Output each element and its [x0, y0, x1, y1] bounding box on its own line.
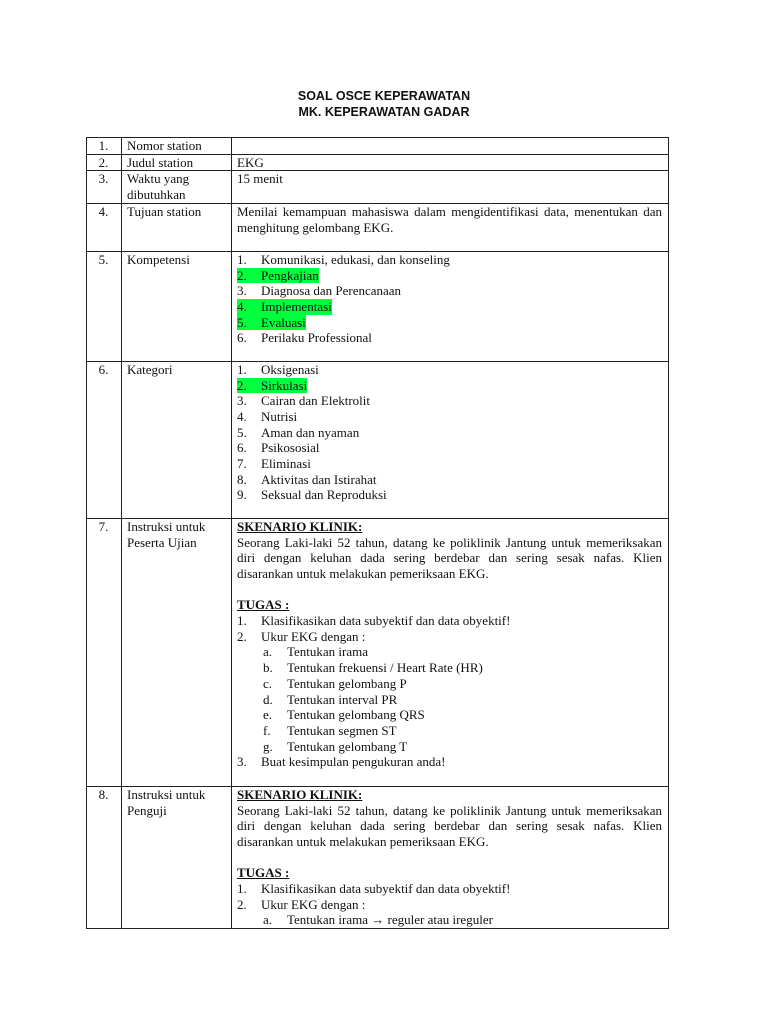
list-text: Cairan dan Elektrolit: [261, 393, 371, 409]
row-label: Nomor station: [122, 138, 232, 155]
list-item: [237, 644, 662, 660]
list-text: Tentukan gelombang QRS: [287, 707, 425, 723]
row-number: 3.: [87, 171, 122, 203]
list-number: c.: [263, 675, 273, 691]
list-item: [237, 425, 662, 441]
list-item: [237, 283, 662, 299]
list-text: Aktivitas dan Istirahat: [261, 471, 377, 487]
highlight-mark: [237, 268, 319, 284]
table-row: [87, 154, 669, 171]
list-number: 1.: [237, 251, 247, 267]
table-row: [87, 518, 669, 786]
row-number: 6.: [87, 361, 122, 518]
row-number: 5.: [87, 251, 122, 361]
row-number: 2.: [87, 154, 122, 171]
list-number: b.: [263, 660, 273, 676]
list-text: Sirkulasi: [261, 377, 308, 393]
list-item: [237, 315, 662, 331]
list-item: [237, 456, 662, 472]
list-item: [237, 739, 662, 755]
row-label: Judul station: [122, 154, 232, 171]
osce-table: [86, 137, 669, 929]
highlight-mark: [237, 315, 306, 331]
list-item: [237, 897, 662, 913]
list-text: Nutrisi: [261, 408, 298, 424]
list-number: 3.: [237, 393, 247, 409]
list-text: Psikososial: [261, 440, 320, 456]
list-text: Evaluasi: [261, 314, 306, 330]
list-text: Aman dan nyaman: [261, 424, 360, 440]
list-text: Klasifikasikan data subyektif dan data obyektif!: [261, 613, 511, 629]
list-number: 8.: [237, 471, 247, 487]
scenario-heading: SKENARIO KLINIK:: [237, 518, 363, 534]
tugas-heading: TUGAS :: [237, 597, 290, 613]
list-text: Komunikasi, edukasi, dan konseling: [261, 251, 450, 267]
list-text: Perilaku Professional: [261, 330, 372, 346]
list-text: Eliminasi: [261, 456, 311, 472]
list-text: Tentukan irama: [287, 644, 369, 660]
list-number: a.: [263, 644, 273, 660]
list-text: Tentukan gelombang P: [287, 675, 407, 691]
row-value: Menilai kemampuan mahasiswa dalam mengidentifikasi data, menentukan dan menghitung gelombang EKG.: [232, 203, 669, 251]
row-number: 1.: [87, 138, 122, 155]
list-item: [237, 629, 662, 645]
list-item: [237, 330, 662, 346]
row-label: Kategori: [122, 361, 232, 518]
list-text: Tentukan frekuensi / Heart Rate (HR): [287, 660, 483, 676]
list-number: 3.: [237, 754, 247, 770]
list-number: e.: [263, 707, 273, 723]
list-text: Klasifikasikan data subyektif dan data obyektif!: [261, 881, 511, 897]
scenario-text: Seorang Laki-laki 52 tahun, datang ke poliklinik Jantung untuk memeriksakan diri dengan keluhan dada sering berdebar dan sering sesak nafas. Klien disarankan untuk melakukan pemeriksaan EKG.: [237, 534, 662, 581]
row-value: EKG: [232, 154, 669, 171]
row-number: 7.: [87, 518, 122, 786]
list-number: 6.: [237, 440, 247, 456]
table-row: [87, 171, 669, 203]
list-item: [237, 299, 662, 315]
table-row: [87, 203, 669, 251]
list-item: [237, 912, 662, 928]
list-number: 5.: [237, 314, 247, 330]
row-label: Tujuan station: [122, 203, 232, 251]
row-number: 8.: [87, 786, 122, 928]
list-number: 7.: [237, 456, 247, 472]
list-item: [237, 362, 662, 378]
list-item: [237, 440, 662, 456]
list-number: 4.: [237, 298, 247, 314]
list-number: 9.: [237, 487, 247, 503]
list-number: 2.: [237, 896, 247, 912]
table-row: [87, 786, 669, 928]
list-item: [237, 268, 662, 284]
row-value: [232, 138, 669, 155]
kategori-list: [232, 361, 669, 518]
table-row: [87, 361, 669, 518]
row-number: 4.: [87, 203, 122, 251]
list-number: g.: [263, 738, 273, 754]
list-number: 1.: [237, 881, 247, 897]
list-text: Seksual dan Reproduksi: [261, 487, 387, 503]
penguji-instructions: [232, 786, 669, 928]
list-text: Tentukan irama → reguler atau ireguler: [287, 912, 493, 928]
list-item: [237, 487, 662, 503]
list-text: Implementasi: [261, 298, 332, 314]
highlight-mark: [237, 378, 307, 394]
list-text: Buat kesimpulan pengukuran anda!: [261, 754, 446, 770]
table-row: [87, 251, 669, 361]
list-text: Ukur EKG dengan :: [261, 896, 366, 912]
list-item: [237, 754, 662, 770]
list-item: [237, 707, 662, 723]
table-row: [87, 138, 669, 155]
list-text: Pengkajian: [261, 267, 319, 283]
list-text: Tentukan interval PR: [287, 691, 398, 707]
list-text: Tentukan gelombang T: [287, 738, 408, 754]
row-value: 15 menit: [232, 171, 669, 203]
list-item: [237, 676, 662, 692]
row-label: Instruksi untuk Penguji: [122, 786, 232, 928]
list-item: [237, 409, 662, 425]
list-number: 1.: [237, 613, 247, 629]
list-number: 4.: [237, 408, 247, 424]
list-text: Oksigenasi: [261, 361, 319, 377]
list-number: 2.: [237, 377, 247, 393]
row-label: Kompetensi: [122, 251, 232, 361]
list-text: Diagnosa dan Perencanaan: [261, 283, 402, 299]
row-label: Waktu yang dibutuhkan: [122, 171, 232, 203]
list-number: 5.: [237, 424, 247, 440]
list-item: [237, 881, 662, 897]
list-item: [237, 252, 662, 268]
highlight-mark: [237, 299, 332, 315]
list-number: 3.: [237, 283, 247, 299]
list-number: 1.: [237, 361, 247, 377]
document-title: SOAL OSCE KEPERAWATAN: [297, 89, 471, 103]
list-number: a.: [263, 912, 273, 928]
list-item: [237, 723, 662, 739]
scenario-text: Seorang Laki-laki 52 tahun, datang ke poliklinik Jantung untuk memeriksakan diri dengan keluhan dada sering berdebar dan sering sesak nafas. Klien disarankan untuk melakukan pemeriksaan EKG.: [237, 802, 662, 849]
list-item: [237, 660, 662, 676]
list-number: 2.: [237, 628, 247, 644]
kompetensi-list: [232, 251, 669, 361]
row-label: Instruksi untuk Peserta Ujian: [122, 518, 232, 786]
peserta-instructions: [232, 518, 669, 786]
scenario-heading: SKENARIO KLINIK:: [237, 786, 363, 802]
list-item: [237, 472, 662, 488]
list-item: [237, 692, 662, 708]
list-item: [237, 613, 662, 629]
list-text: Tentukan segmen ST: [287, 722, 397, 738]
list-number: d.: [263, 691, 273, 707]
list-number: f.: [263, 722, 271, 738]
tugas-heading: TUGAS :: [237, 865, 290, 881]
list-text: Ukur EKG dengan :: [261, 628, 366, 644]
list-item: [237, 393, 662, 409]
list-number: 2.: [237, 267, 247, 283]
list-number: 6.: [237, 330, 247, 346]
document-subtitle: MK. KEPERAWATAN GADAR: [298, 105, 470, 119]
list-item: [237, 378, 662, 394]
